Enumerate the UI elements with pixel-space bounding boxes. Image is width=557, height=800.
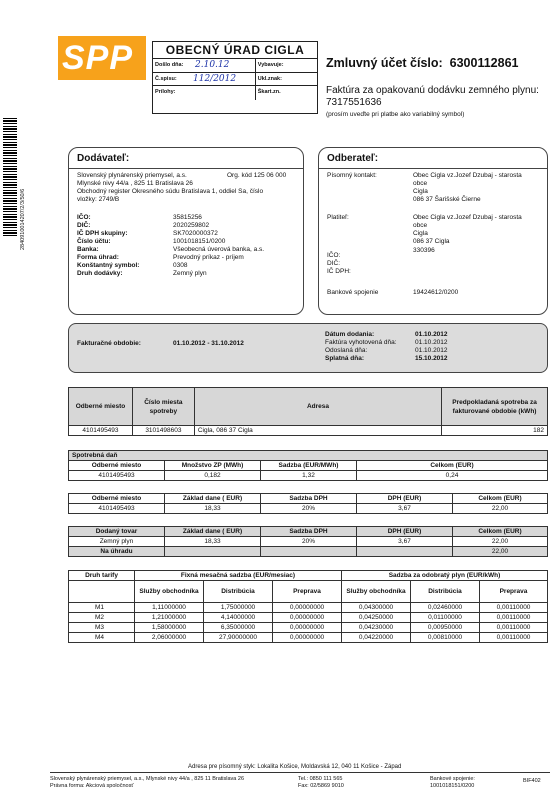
tariff-cell: 0,00000000: [273, 633, 342, 643]
tariff-cell: 0,00000000: [273, 603, 342, 613]
tariff-cell: 0,04230000: [342, 623, 411, 633]
stamp-shred: Škart.zn.: [257, 89, 281, 95]
supplier-field-value: 0308: [173, 262, 188, 269]
spp-logo: SPP: [58, 36, 146, 80]
dic-label: DIČ:: [327, 260, 340, 267]
col-header: DPH (EUR): [357, 527, 453, 537]
issued-date: 01.10.2012: [415, 339, 448, 346]
tariff-cell: 2,06000000: [135, 633, 204, 643]
payer-line: Cigla: [413, 230, 428, 237]
contact-line: 086 37 Šarišské Čierne: [413, 196, 481, 203]
col-header: Odberné miesto: [69, 494, 165, 504]
total-value: 22,00: [453, 547, 548, 557]
supplier-field-value: Všeobecná úverová banka, a.s.: [173, 246, 265, 253]
supplier-field-label: IČ DPH skupiny:: [77, 230, 128, 237]
tariff-table: [68, 570, 548, 643]
col-header: Preprava: [273, 581, 342, 603]
period-value: 01.10.2012 - 31.10.2012: [173, 340, 244, 347]
supplier-register-2: vložky: 2749/B: [77, 196, 120, 203]
goods-table: [68, 526, 548, 557]
tariff-cell: 4,14000000: [204, 613, 273, 623]
col-header: Celkom (EUR): [453, 527, 548, 537]
tariff-name: M3: [69, 623, 135, 633]
sent-label: Odoslaná dňa:: [325, 347, 368, 354]
due-date: 15.10.2012: [415, 355, 448, 362]
stamp-attachments: Prílohy:: [153, 86, 256, 100]
tariff-cell: 6,35000000: [204, 623, 273, 633]
supplier-address: Mlynské nivy 44/a , 825 11 Bratislava 26: [77, 180, 193, 187]
tariff-cell: 0,00000000: [273, 623, 342, 633]
col-header: Základ dane ( EUR): [165, 494, 261, 504]
customer-title: Odberateľ:: [327, 153, 379, 164]
contact-line: Obec Cigla vz.Jozef Dzubaj - starosta: [413, 172, 522, 179]
tariff-cell: 0,00950000: [411, 623, 480, 633]
ico-label: IČO:: [327, 252, 341, 259]
col-header: Distribúcia: [204, 581, 273, 603]
form-code: BIF402: [523, 778, 541, 784]
col-header: Odberné miesto: [69, 388, 133, 426]
bank-label: Bankové spojenie: [327, 289, 379, 296]
supplier-field-label: Banka:: [77, 246, 99, 253]
bank-value: 19424612/0200: [413, 289, 459, 296]
footer-phone: Tel.: 0850 111 565: [298, 776, 343, 782]
col-header: Odberné miesto: [69, 461, 165, 471]
invoice-heading: Faktúra za opakovanú dodávku zemného plynu: 7317551636: [326, 85, 539, 108]
col-header: DPH (EUR): [357, 494, 453, 504]
col-header: Fixná mesačná sadzba (EUR/mesiac): [135, 571, 342, 581]
tariff-cell: 0,04220000: [342, 633, 411, 643]
col-header: Sadzba DPH: [261, 527, 357, 537]
vat-table: [68, 493, 548, 514]
col-header: Číslo miesta spotreby: [132, 388, 194, 426]
payer-line: obce: [413, 222, 428, 229]
table-row: Zemný plyn 18,33 20% 3,67 22,00: [69, 537, 548, 547]
table-row: [69, 633, 548, 643]
barcode-number: 2840910014207/2/3/50/6: [20, 188, 26, 250]
table-row: 4101495493 0,182 1,32 0,24: [69, 471, 548, 481]
tariff-name: M2: [69, 613, 135, 623]
col-header: Sadzba DPH: [261, 494, 357, 504]
tariff-name: M1: [69, 603, 135, 613]
period-label: Fakturačné obdobie:: [77, 340, 141, 347]
footer-bank-label: Bankové spojenie:: [430, 776, 475, 782]
tariff-cell: 0,00000000: [273, 613, 342, 623]
consumption-place-table: [68, 387, 548, 436]
supplier-field-label: Číslo účtu:: [77, 238, 111, 245]
delivery-label: Dátum dodania:: [325, 331, 375, 338]
col-header: Služby obchodníka: [135, 581, 204, 603]
delivery-date: 01.10.2012: [415, 331, 448, 338]
supplier-org-code: Org. kód 125 06 000: [227, 172, 287, 179]
supplier-field-value: 35815256: [173, 214, 202, 221]
contact-label: Písomný kontakt:: [327, 172, 377, 179]
col-header: Druh tarify: [69, 571, 135, 581]
col-header: Celkom (EUR): [357, 461, 548, 471]
footer-fax: Fax: 02/5869 9010: [298, 783, 344, 789]
tariff-cell: 0,00110000: [480, 613, 548, 623]
supplier-field-label: IČO:: [77, 214, 91, 221]
col-header: Preprava: [480, 581, 548, 603]
excise-title: Spotrebná daň: [69, 451, 548, 461]
tariff-cell: 0,00110000: [480, 603, 548, 613]
contract-account: Zmluvný účet číslo: 6300112861: [326, 56, 519, 70]
icdph-label: IČ DPH:: [327, 268, 351, 275]
table-row: [69, 623, 548, 633]
footer-bank: 1001018151/0200: [430, 783, 475, 789]
supplier-panel: [68, 147, 304, 315]
col-header: Sadzba za odobratý plyn (EUR/kWh): [342, 571, 548, 581]
tariff-cell: 27,90000000: [204, 633, 273, 643]
issued-label: Faktúra vyhotovená dňa:: [325, 339, 397, 346]
col-header: Distribúcia: [411, 581, 480, 603]
stamp-file-no: Č.spisu: 112/2012: [153, 73, 256, 86]
billing-period: [68, 323, 548, 373]
supplier-name: Slovenský plynárenský priemysel, a.s.: [77, 172, 187, 179]
tariff-cell: 1,58000000: [135, 623, 204, 633]
supplier-title: Dodávateľ:: [77, 153, 130, 164]
office-title: OBECNÝ ÚRAD CIGLA: [153, 42, 317, 59]
table-row: [69, 603, 548, 613]
stamp-reg: Ukl.znak:: [257, 75, 282, 82]
contact-line: obce: [413, 180, 428, 187]
payer-line: Obec Cigla vz.Jozef Dzubaj - starosta: [413, 214, 522, 221]
tariff-cell: 1,75000000: [204, 603, 273, 613]
supplier-register: Obchodný register Okresného súdu Bratislava 1, oddiel Sa, číslo: [77, 188, 264, 195]
tariff-cell: 0,00110000: [480, 633, 548, 643]
stamp-handled: Vybavuje:: [257, 62, 284, 68]
col-header: Celkom (EUR): [453, 494, 548, 504]
stamp-received: Došlo dňa: 2.10.12: [153, 59, 256, 72]
supplier-field-label: Druh dodávky:: [77, 270, 123, 277]
payer-label: Platiteľ:: [327, 214, 349, 221]
col-header: Dodaný tovar: [69, 527, 165, 537]
tariff-cell: 0,00110000: [480, 623, 548, 633]
supplier-field-value: 1001018151/0200: [173, 238, 226, 245]
supplier-field-value: Prevodný príkaz - príjem: [173, 254, 244, 261]
tariff-cell: 0,00810000: [411, 633, 480, 643]
footer-legal-form: Právna forma: Akciová spoločnosť: [50, 783, 134, 789]
total-label: Na úhradu: [69, 547, 165, 557]
footer-address: Adresa pre písomný styk: Lokalita Košice, Moldavská 12, 040 11 Košice - Západ: [188, 764, 402, 770]
barcode: [3, 118, 17, 238]
tariff-cell: 0,01100000: [411, 613, 480, 623]
supplier-field-label: Forma úhrad:: [77, 254, 119, 261]
tariff-name: M4: [69, 633, 135, 643]
payer-line: 086 37 Cigla: [413, 238, 450, 245]
col-header: Množstvo ZP (MWh): [165, 461, 261, 471]
customer-panel: [318, 147, 548, 315]
footer-divider: [50, 772, 550, 773]
supplier-field-value: 2020259802: [173, 222, 210, 229]
tariff-cell: 1,11000000: [135, 603, 204, 613]
table-row: [69, 613, 548, 623]
table-row: 4101495493 18,33 20% 3,67 22,00: [69, 504, 548, 514]
footer-company: Slovenský plynárenský priemysel, a.s., Mlynské nivy 44/a , 825 11 Bratislava 26: [50, 776, 245, 782]
col-header: Služby obchodníka: [342, 581, 411, 603]
tariff-cell: 0,02460000: [411, 603, 480, 613]
tariff-cell: 0,04300000: [342, 603, 411, 613]
tariff-cell: 0,04250000: [342, 613, 411, 623]
contact-line: Cigla: [413, 188, 428, 195]
total-row: [69, 547, 548, 557]
table-row: 4101495493 3101498603 Cigla, 086 37 Cigla 182: [69, 426, 548, 436]
col-header: Adresa: [194, 388, 441, 426]
registry-stamp: [152, 41, 318, 114]
col-header: Základ dane ( EUR): [165, 527, 261, 537]
supplier-field-value: SK7020000372: [173, 230, 218, 237]
ico-value: 330396: [413, 247, 435, 254]
sent-date: 01.10.2012: [415, 347, 448, 354]
due-label: Splatná dňa:: [325, 355, 365, 362]
invoice-note: (prosím uveďte pri platbe ako variabilný symbol): [326, 111, 465, 118]
tariff-cell: 1,21000000: [135, 613, 204, 623]
supplier-field-label: DIČ:: [77, 222, 91, 229]
col-header: Sadzba (EUR/MWh): [261, 461, 357, 471]
supplier-field-value: Zemný plyn: [173, 270, 207, 277]
col-header: Predpokladaná spotreba za fakturované obdobie (kWh): [442, 388, 548, 426]
supplier-field-label: Konštantný symbol:: [77, 262, 140, 269]
excise-tax-table: [68, 450, 548, 481]
